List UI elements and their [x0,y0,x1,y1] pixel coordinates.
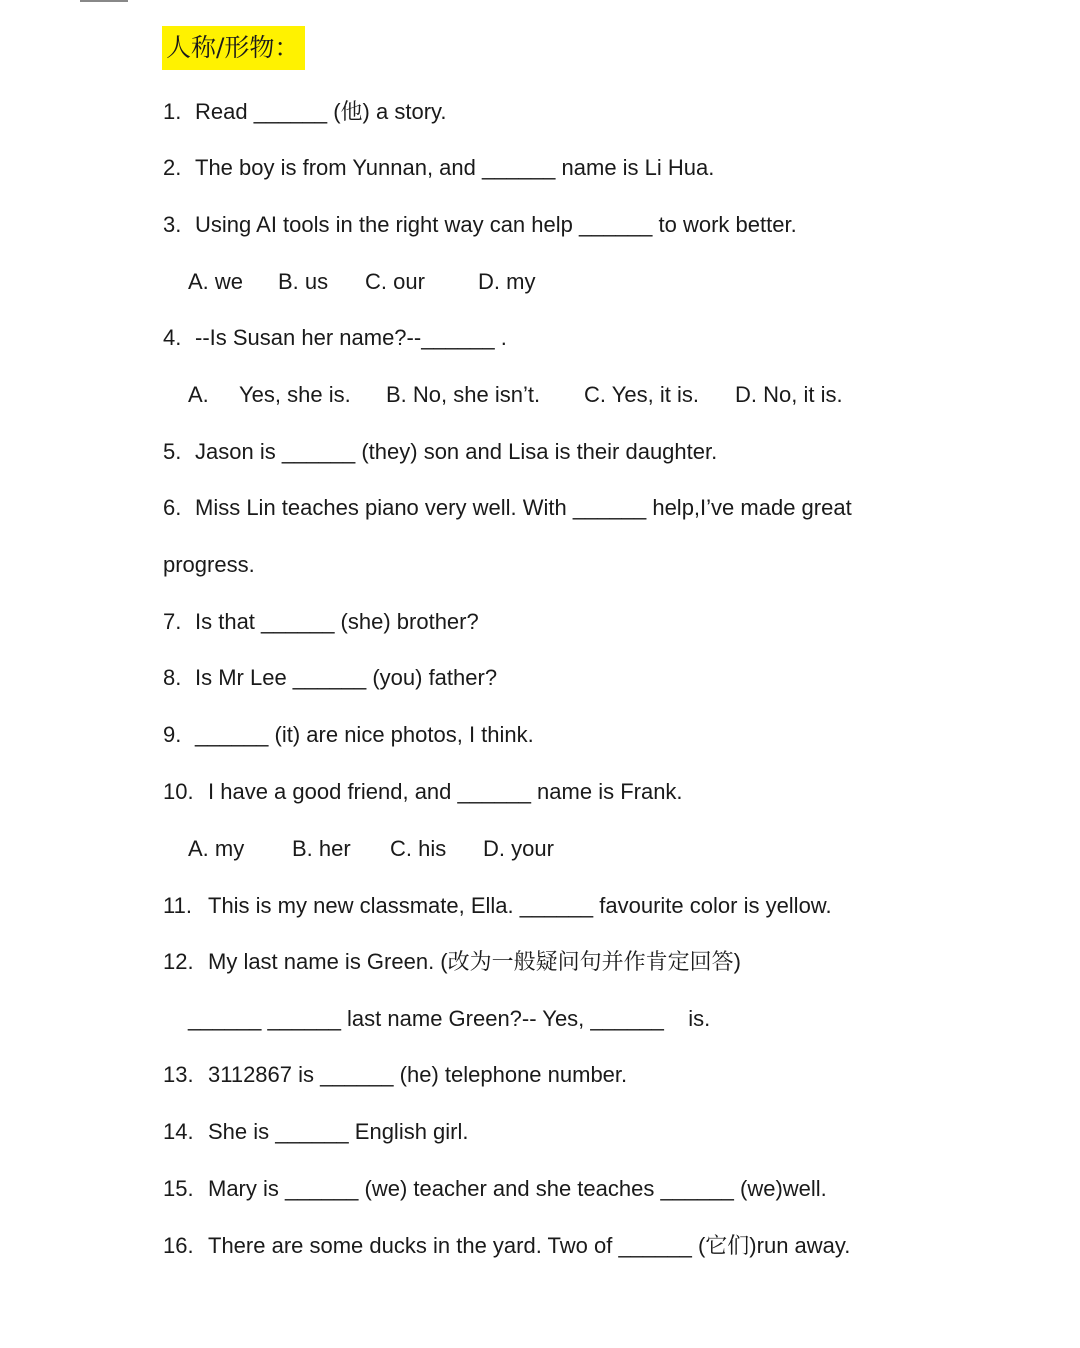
question-text: There are some ducks in the yard. Two of ______ (它们)run away. [208,1233,851,1258]
section-title: 人称/形物： [162,26,305,70]
question-5 [163,437,717,467]
option-b: B. her [292,836,351,861]
option-a-letter: A. [188,382,209,407]
question-text: Using AI tools in the right way can help ______ to work better. [195,212,797,237]
question-number: 10. [163,779,194,804]
question-number: 11. [163,893,192,918]
question-2 [163,153,714,183]
question-12 [163,947,741,977]
question-12-answer-line [188,1004,710,1034]
question-number: 5. [163,439,182,464]
question-number: 15. [163,1176,194,1201]
question-text: --Is Susan her name?--______ . [195,325,507,350]
option-a: A. my [188,836,245,861]
question-text: Is Mr Lee ______ (you) father? [195,665,498,690]
question-text: Miss Lin teaches piano very well. With ______ help,I’ve made great [195,495,852,520]
question-13 [163,1060,627,1090]
question-11 [163,891,832,921]
question-number: 12. [163,949,194,974]
option-a: A. we [188,269,244,294]
question-number: 4. [163,325,182,350]
option-b: B. us [278,269,329,294]
question-1 [163,97,447,127]
question-4 [163,323,507,353]
option-c: C. our [365,269,425,294]
question-number: 13. [163,1062,194,1087]
question-text: My last name is Green. (改为一般疑问句并作肯定回答) [208,949,741,974]
question-number: 6. [163,495,182,520]
question-15 [163,1174,827,1204]
question-6-continued [163,550,255,580]
question-number: 7. [163,609,182,634]
question-number: 14. [163,1119,194,1144]
question-number: 1. [163,99,182,124]
option-c: C. Yes, it is. [584,382,699,407]
question-text: This is my new classmate, Ella. ______ favourite color is yellow. [208,893,832,918]
question-8 [163,663,497,693]
question-text: progress. [163,552,255,577]
question-16 [163,1231,850,1261]
question-text: Jason is ______ (they) son and Lisa is their daughter. [195,439,718,464]
question-14 [163,1117,469,1147]
question-number: 8. [163,665,182,690]
question-9 [163,720,534,750]
top-edge-mark [80,0,128,2]
question-text: The boy is from Yunnan, and ______ name is Li Hua. [195,155,715,180]
option-b: B. No, she isn’t. [386,382,541,407]
option-d: D. my [478,269,536,294]
option-a: Yes, she is. [239,382,351,407]
question-number: 3. [163,212,182,237]
question-number: 2. [163,155,182,180]
question-number: 9. [163,722,182,747]
question-text: Mary is ______ (we) teacher and she teaches ______ (we)well. [208,1176,827,1201]
question-number: 16. [163,1233,194,1258]
question-text: 3112867 is ______ (he) telephone number. [208,1062,628,1087]
option-d: D. your [483,836,554,861]
question-text: Read ______ (他) a story. [195,99,447,124]
question-7 [163,607,479,637]
answer-line-text: ______ ______ last name Green?-- Yes, ______ is. [188,1006,711,1031]
question-text: ______ (it) are nice photos, I think. [195,722,534,747]
question-text: She is ______ English girl. [208,1119,469,1144]
question-3 [163,210,797,240]
question-10 [163,777,683,807]
option-c: C. his [390,836,447,861]
question-text: I have a good friend, and ______ name is Frank. [208,779,683,804]
question-6 [163,493,852,523]
question-text: Is that ______ (she) brother? [195,609,479,634]
option-d: D. No, it is. [735,382,843,407]
